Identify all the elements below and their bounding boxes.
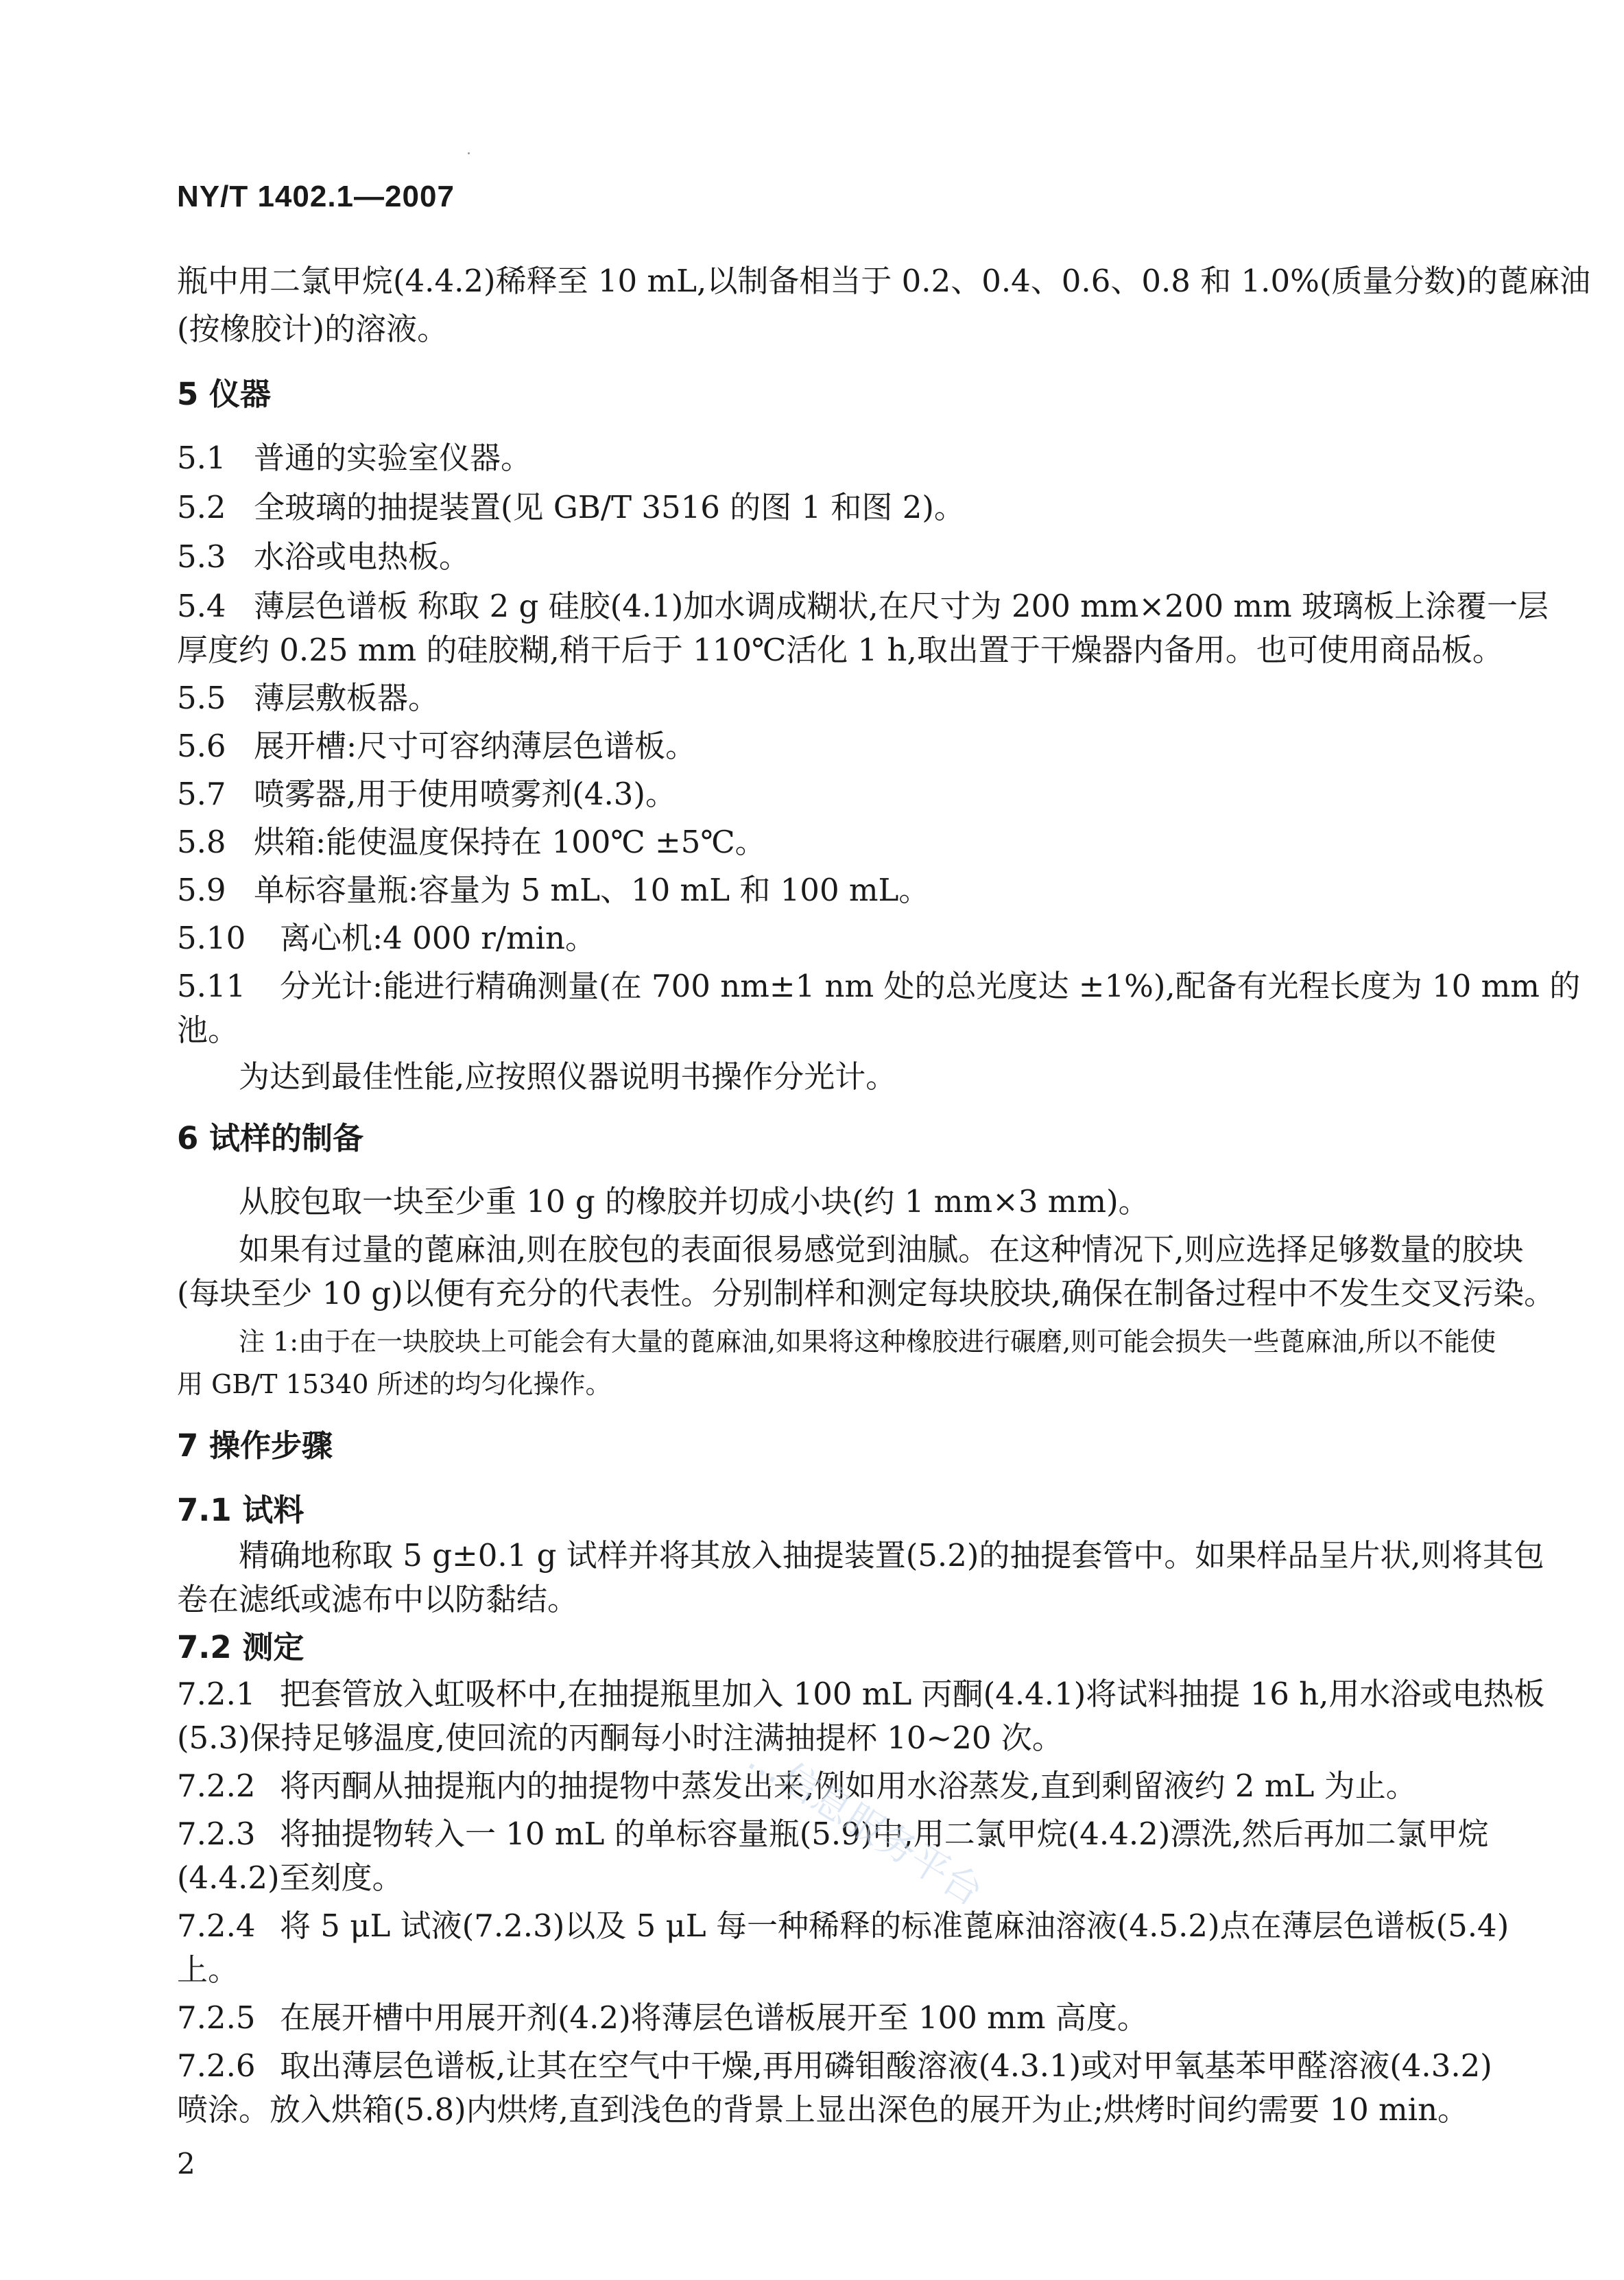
list-item: 5.10 离心机:4 000 r/min。 [177,920,597,956]
section-heading: 6 试样的制备 [177,1120,363,1156]
list-item: 5.6 展开槽:尺寸可容纳薄层色谱板。 [177,728,697,764]
list-item: 5.11 分光计:能进行精确测量(在 700 nm±1 nm 处的总光度达 ±1%),配备有光程长度为 10 mm 的 [177,968,1581,1004]
subsection-heading: 7.1 试料 [177,1492,304,1528]
step-item: 7.2.5 在展开槽中用展开剂(4.2)将薄层色谱板展开至 100 mm 高度。 [177,1999,1148,2036]
list-item: 5.1 普通的实验室仪器。 [177,440,532,476]
section-heading: 5 仪器 [177,376,271,412]
step-item: 7.2.4 将 5 μL 试液(7.2.3)以及 5 μL 每一种稀释的标准蓖麻油溶液(4.5.2)点在薄层色谱板(5.4) [177,1908,1509,1944]
subsection-heading: 7.2 测定 [177,1629,304,1665]
step-continuation: 上。 [177,1951,239,1988]
list-item: 5.3 水浴或电热板。 [177,538,470,575]
step-item: 7.2.2 将丙酮从抽提瓶内的抽提物中蒸发出来,例如用水浴蒸发,直到剩留液约 2 mL 为止。 [177,1768,1417,1804]
note: 注 1:由于在一块胶块上可能会有大量的蓖麻油,如果将这种橡胶进行碾磨,则可能会损失一些蓖麻油,所以不能使 [239,1327,1496,1357]
text-line: (按橡胶计)的溶液。 [177,311,449,347]
paragraph-continuation: (每块至少 10 g)以便有充分的代表性。分别制样和测定每块胶块,确保在制备过程中不发生交叉污染。 [177,1275,1555,1311]
list-item: 5.5 薄层敷板器。 [177,680,440,716]
note-continuation: 用 GB/T 15340 所述的均匀化操作。 [177,1369,612,1399]
paragraph: 如果有过量的蓖麻油,则在胶包的表面很易感觉到油腻。在这种情况下,则应选择足够数量的胶块 [239,1231,1524,1268]
page-number: 2 [177,2147,195,2181]
list-item: 5.8 烘箱:能使温度保持在 100℃ ±5℃。 [177,824,766,860]
paragraph: 精确地称取 5 g±0.1 g 试样并将其放入抽提装置(5.2)的抽提套管中。如果样品呈片状,则将其包 [239,1537,1544,1574]
step-item: 7.2.6 取出薄层色谱板,让其在空气中干燥,再用磷钼酸溶液(4.3.1)或对甲氧基苯甲醛溶液(4.3.2) [177,2047,1492,2084]
section-heading: 7 操作步骤 [177,1427,333,1464]
paragraph-continuation: 卷在滤纸或滤布中以防黏结。 [177,1581,579,1617]
step-continuation: (4.4.2)至刻度。 [177,1860,403,1896]
text-line: 瓶中用二氯甲烷(4.4.2)稀释至 10 mL,以制备相当于 0.2、0.4、0.6、0.8 和 1.0%(质量分数)的蓖麻油 [177,263,1590,299]
list-item: 5.7 喷雾器,用于使用喷雾剂(4.3)。 [177,776,676,812]
scan-speck [468,152,470,154]
step-continuation: (5.3)保持足够温度,使回流的丙酮每小时注满抽提杯 10~20 次。 [177,1720,1063,1756]
paragraph: 从胶包取一块至少重 10 g 的橡胶并切成小块(约 1 mm×3 mm)。 [239,1183,1149,1220]
step-item: 7.2.1 把套管放入虹吸杯中,在抽提瓶里加入 100 mL 丙酮(4.4.1)将试料抽提 16 h,用水浴或电热板 [177,1676,1545,1712]
list-item-continuation: 池。 [177,1012,239,1048]
standard-code: NY/T 1402.1—2007 [177,180,455,213]
list-item: 5.2 全玻璃的抽提装置(见 GB/T 3516 的图 1 和图 2)。 [177,489,965,525]
list-item: 5.9 单标容量瓶:容量为 5 mL、10 mL 和 100 mL。 [177,872,930,908]
watermark: ...信息服务平台 [740,1735,990,1915]
step-continuation: 喷涂。放入烘箱(5.8)内烘烤,直到浅色的背景上显出深色的展开为止;烘烤时间约需要 10 min。 [177,2091,1469,2128]
list-item-continuation: 厚度约 0.25 mm 的硅胶糊,稍干后于 110℃活化 1 h,取出置于干燥器内备用。也可使用商品板。 [177,632,1503,668]
paragraph: 为达到最佳性能,应按照仪器说明书操作分光计。 [239,1058,897,1095]
list-item: 5.4 薄层色谱板 称取 2 g 硅胶(4.1)加水调成糊状,在尺寸为 200 mm×200 mm 玻璃板上涂覆一层 [177,588,1549,624]
step-item: 7.2.3 将抽提物转入一 10 mL 的单标容量瓶(5.9)中,用二氯甲烷(4.4.2)漂洗,然后再加二氯甲烷 [177,1816,1489,1852]
